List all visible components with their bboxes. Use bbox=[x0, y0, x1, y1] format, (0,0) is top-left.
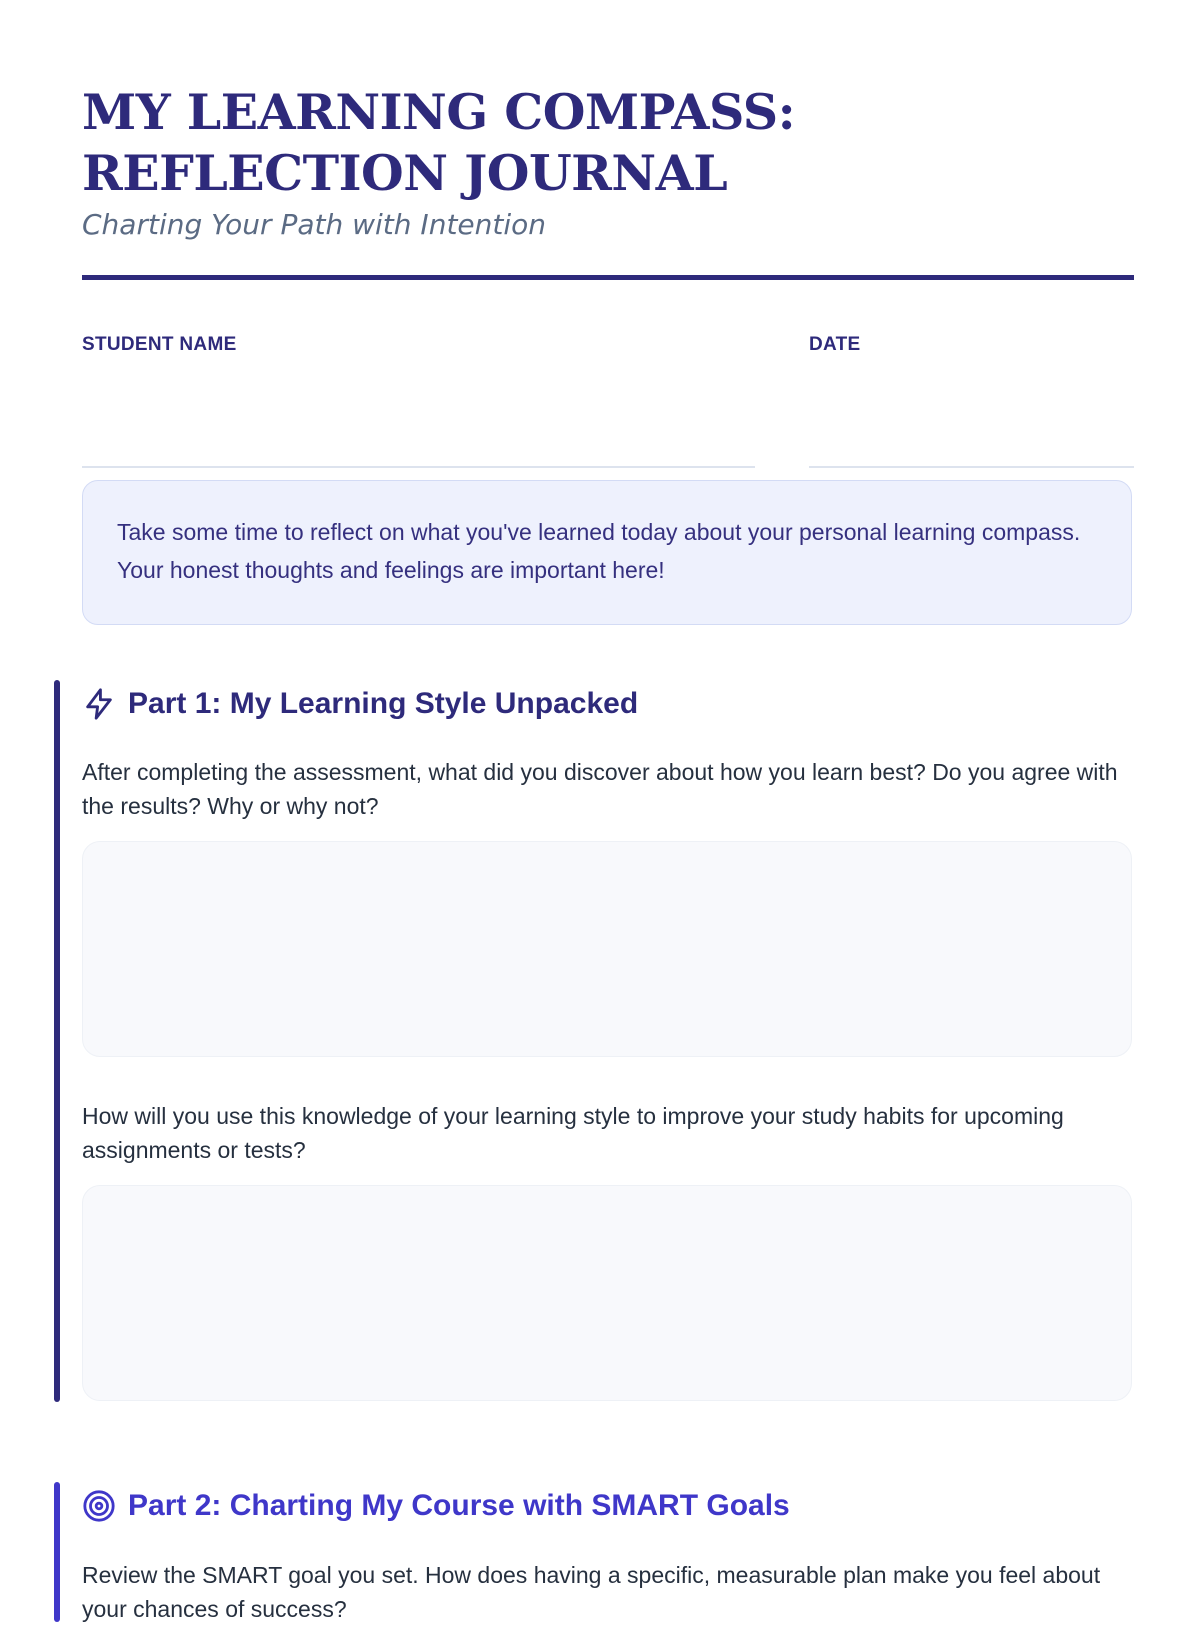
section-2-header bbox=[82, 1488, 790, 1524]
section-1-accent-bar bbox=[54, 680, 60, 1402]
question-3-prompt: Review the SMART goal you set. How does having a specific, measurable plan make you feel about your chances of success? bbox=[82, 1562, 1101, 1622]
question-1-answer[interactable] bbox=[82, 841, 1132, 1057]
date-input[interactable] bbox=[809, 420, 1134, 468]
question-2-prompt: How will you use this knowledge of your learning style to improve your study habits for upcoming assignments or tests? bbox=[82, 1103, 1064, 1163]
student-name-input[interactable] bbox=[82, 420, 755, 468]
section-2-accent-bar bbox=[54, 1482, 60, 1622]
section-1-title: Part 1: My Learning Style Unpacked bbox=[128, 687, 639, 720]
student-name-label: STUDENT NAME bbox=[82, 334, 237, 355]
question-2-answer[interactable] bbox=[82, 1185, 1132, 1401]
section-2-title: Part 2: Charting My Course with SMART Goals bbox=[128, 1489, 790, 1522]
page-subtitle: Charting Your Path with Intention bbox=[82, 208, 547, 241]
date-label: DATE bbox=[809, 334, 861, 355]
page-title: MY LEARNING COMPASS: REFLECTION JOURNAL bbox=[82, 83, 796, 202]
lightning-bolt-icon bbox=[82, 687, 116, 721]
student-name-field bbox=[82, 334, 237, 356]
target-icon bbox=[82, 1489, 116, 1523]
date-field bbox=[809, 334, 861, 356]
intro-text: Take some time to reflect on what you've learned today about your personal learning compass. Your honest thoughts and feelings are important here! bbox=[117, 519, 1081, 583]
intro-callout bbox=[82, 480, 1132, 625]
header-divider bbox=[82, 275, 1134, 280]
question-1-prompt: After completing the assessment, what did you discover about how you learn best? Do you agree with the results? Why or why not? bbox=[82, 759, 1118, 819]
section-1-header bbox=[82, 686, 638, 722]
